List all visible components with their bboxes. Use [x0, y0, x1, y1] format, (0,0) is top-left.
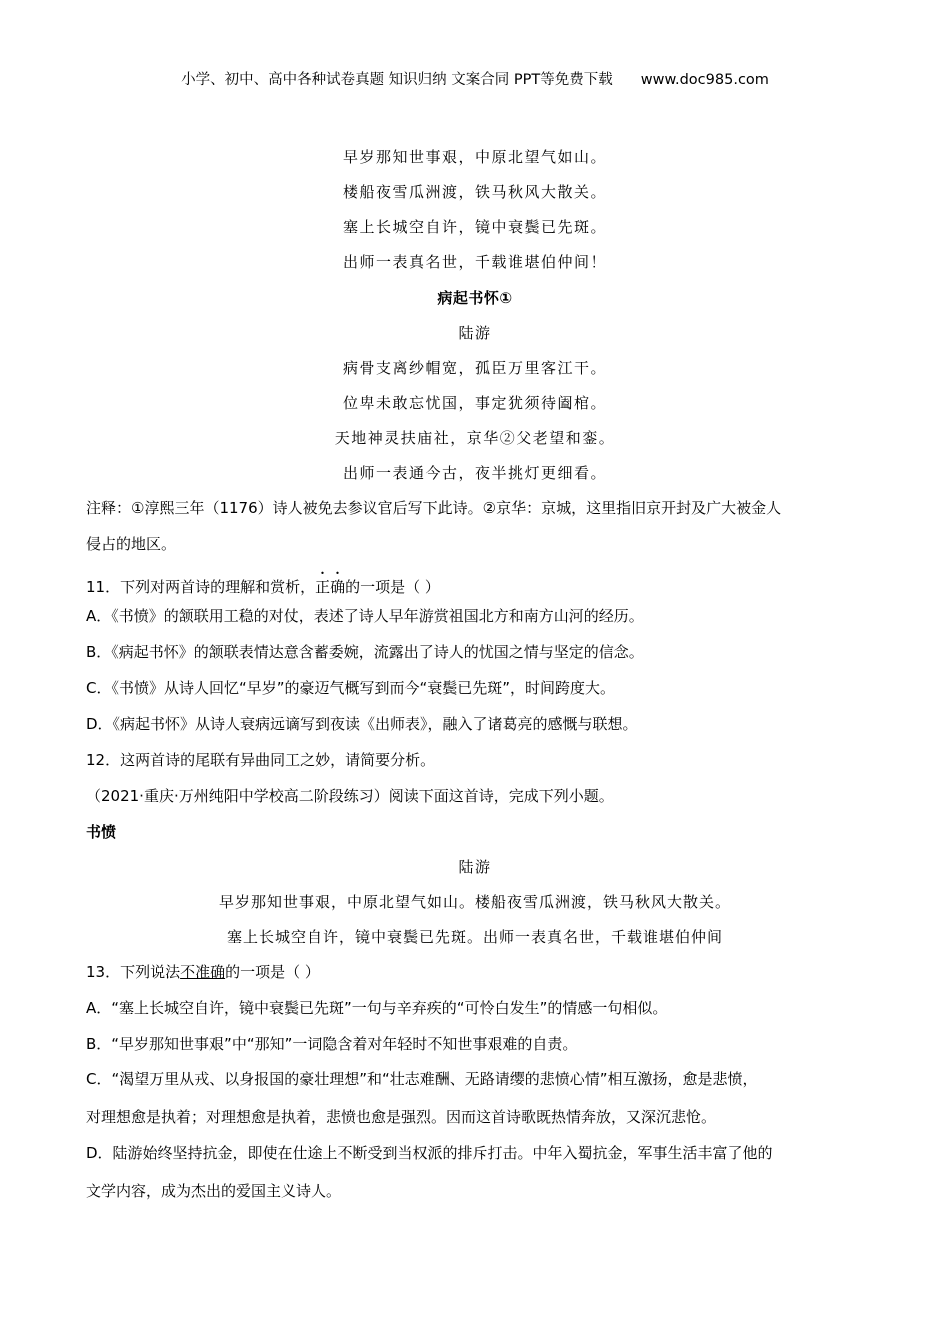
- page-header: [0, 68, 950, 89]
- poem1-line-3: 塞上长城空自许，镜中衰鬓已先斑。: [342, 218, 607, 236]
- q11-option-c: C．《书愤》从诗人回忆“早岁”的豪迈气概写到而今“衰鬓已先斑”，时间跨度大。: [86, 679, 616, 697]
- poem2-line-4: 出师一表通今古，夜半挑灯更细看。: [342, 464, 607, 482]
- poem2-author: 陆游: [458, 324, 492, 342]
- q13-option-d-line-2: 文学内容，成为杰出的爱国主义诗人。: [86, 1182, 342, 1200]
- poem1-line-1: 早岁那知世事艰，中原北望气如山。: [342, 148, 607, 166]
- source-note: （2021·重庆·万州纯阳中学校高二阶段练习）阅读下面这首诗，完成下列小题。: [86, 787, 614, 805]
- poem3-title: 书愤: [86, 823, 117, 841]
- note-line-2: 侵占的地区。: [86, 535, 177, 553]
- q11-option-b: B．《病起书怀》的颔联表情达意含蓄委婉，流露出了诗人的忧国之情与坚定的信念。: [86, 643, 644, 661]
- poem3-author: 陆游: [458, 858, 492, 876]
- q13-option-a: A．“塞上长城空自许，镜中衰鬓已先斑”一句与辛弃疾的“可怜白发生”的情感一句相似。: [86, 999, 668, 1017]
- q11-stem-suffix: 的一项是（ ）: [345, 578, 440, 596]
- q13-stem-prefix: 13．下列说法: [86, 963, 181, 981]
- q11-stem-prefix: 11．下列对两首诗的理解和赏析，: [86, 578, 316, 596]
- note-line-1: 注释：①淳熙三年（1176）诗人被免去参议官后写下此诗。②京华：京城，这里指旧京开封及广大被金人: [86, 499, 782, 517]
- q13-stem-underline: 不准确: [180, 963, 226, 981]
- header-text: 小学、初中、高中各种试卷真题 知识归纳 文案合同 PPT等免费下载: [181, 72, 613, 88]
- poem2-line-1: 病骨支离纱帽宽，孤臣万里客江干。: [342, 359, 607, 377]
- q13-option-d-line-1: D．陆游始终坚持抗金，即使在仕途上不断受到当权派的排斥打击。中年入蜀抗金，军事生活丰富了他的: [86, 1144, 773, 1162]
- header-url[interactable]: www.doc985.com: [640, 72, 769, 88]
- q13-option-b: B．“早岁那知世事艰”中“那知”一词隐含着对年轻时不知世事艰难的自责。: [86, 1035, 578, 1053]
- poem2-line-2: 位卑未敢忘忧国，事定犹须待阖棺。: [342, 394, 607, 412]
- poem2-title: 病起书怀①: [437, 289, 513, 307]
- q11-stem-emphasis: 正确: [315, 578, 346, 596]
- poem1-line-2: 楼船夜雪瓜洲渡，铁马秋风大散关。: [342, 183, 607, 201]
- poem3-line-2: 塞上长城空自许，镜中衰鬓已先斑。出师一表真名世，千载谁堪伯仲间: [226, 928, 723, 946]
- q13-option-c-line-2: 对理想愈是执着；对理想愈是执着，悲愤也愈是强烈。因而这首诗歌既热情奔放，又深沉悲怆。: [86, 1108, 717, 1126]
- q13-stem: [86, 961, 866, 982]
- q11-stem: [86, 569, 866, 597]
- q11-option-d: D．《病起书怀》从诗人衰病远谪写到夜读《出师表》，融入了诸葛亮的感慨与联想。: [86, 715, 638, 733]
- q13-stem-suffix: 的一项是（ ）: [225, 963, 320, 981]
- q13-option-c-line-1: C．“渴望万里从戎、以身报国的豪壮理想”和“壮志难酬、无路请缨的悲愤心情”相互激扬，愈是悲愤，: [86, 1070, 758, 1088]
- poem3-line-1: 早岁那知世事艰，中原北望气如山。楼船夜雪瓜洲渡，铁马秋风大散关。: [218, 893, 731, 911]
- poem1-line-4: 出师一表真名世，千载谁堪伯仲间！: [342, 253, 607, 271]
- q12-stem: 12．这两首诗的尾联有异曲同工之妙，请简要分析。: [86, 751, 436, 769]
- poem2-line-3: 天地神灵扶庙社，京华②父老望和銮。: [334, 429, 616, 447]
- q11-option-a: A．《书愤》的颔联用工稳的对仗，表述了诗人早年游赏祖国北方和南方山河的经历。: [86, 607, 644, 625]
